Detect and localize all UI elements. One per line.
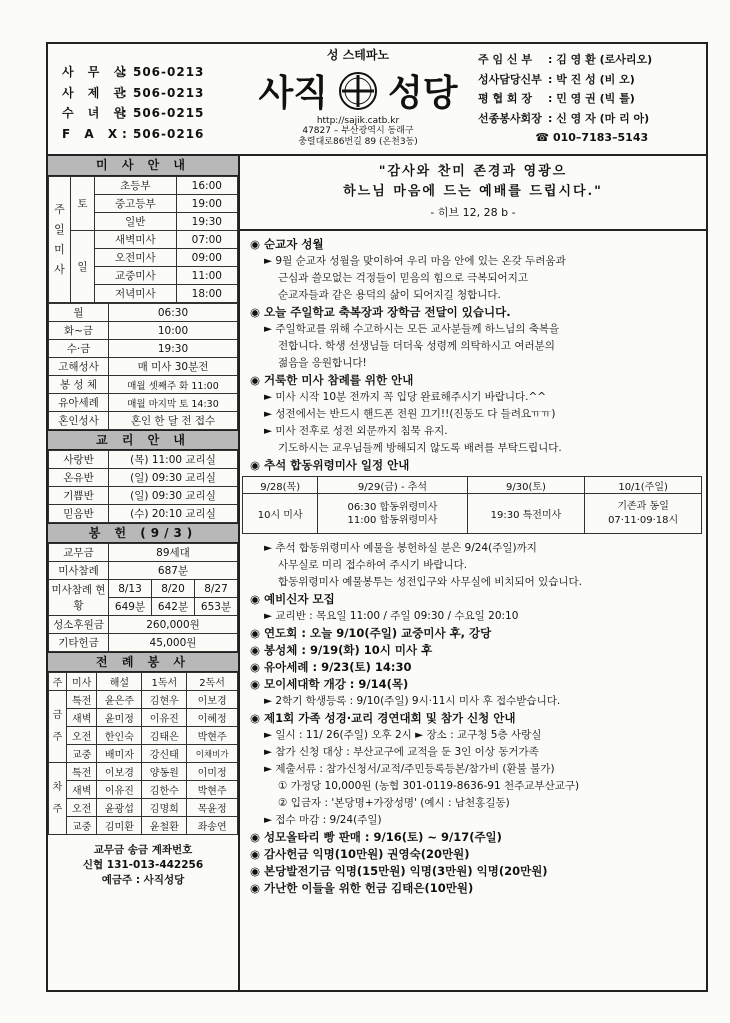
weekday-label: 고해성사: [49, 358, 109, 376]
service-mass: 새벽: [67, 781, 97, 799]
class-time: (일) 09:30 교리실: [109, 469, 238, 487]
staff-list: [478, 50, 652, 148]
weekday-value: 매 미사 30분전: [109, 358, 238, 376]
offering-label: 성소후원금: [49, 616, 109, 634]
notice-thanks-offering: ◉ 감사헌금 익명(10만원) 권영숙(20만원): [250, 847, 470, 861]
contact-fax: F A X: 506-0216: [62, 126, 205, 141]
mass-name: 초등부: [95, 177, 177, 195]
schedule-item: 06:30 합동위령미사 11:00 합동위령미사: [318, 494, 467, 534]
offering-value: 89세대: [109, 544, 238, 562]
account-info: 교무금 송금 계좌번호 신협 131-013-442256 예금주 : 사직성당: [82, 844, 204, 886]
notice-bread-sale: ◉ 성모올타리 빵 판매 : 9/16(토) ~ 9/17(주일): [250, 830, 502, 844]
service-mass: 특전: [67, 763, 97, 781]
service-name: 강신태: [142, 745, 187, 763]
weekday-value: 매월 셋째주 화 11:00: [109, 376, 238, 394]
service-name: 좌송연: [187, 817, 238, 835]
schedule-date: 9/30(토): [467, 477, 585, 494]
service-mass: 교중: [67, 745, 97, 763]
service-head: 주: [49, 673, 67, 691]
contact-rectory: 사 제 관: 506-0213: [62, 85, 205, 100]
schedule-item: 10시 미사: [243, 494, 318, 534]
weekday-value: 19:30: [109, 340, 238, 358]
weekday-value: 10:00: [109, 322, 238, 340]
notice-baptism: ◉ 유아세례 : 9/23(토) 14:30: [250, 660, 412, 674]
weekday-label: 봉 성 체: [49, 376, 109, 394]
service-name: 이보경: [97, 763, 142, 781]
mass-time: 19:00: [176, 195, 237, 213]
cross-emblem-icon: [338, 71, 378, 111]
service-name: 김태은: [142, 727, 187, 745]
schedule-date: 10/1(주일): [585, 477, 702, 494]
weekday-label: 화~금: [49, 322, 109, 340]
staff-council: 평 협 회 장 : 민 영 권 (빅 틀): [478, 92, 635, 105]
title-block: [208, 44, 508, 148]
notice-chuseok-offering: ► 추석 합동위령미사 예물을 봉헌하실 분은 9/24(주일)까지 사무실로 미리 접수하여 주시기 바랍니다. 합동위령미사 예물봉투는 성전입구와 사무실에 비치되어 있습니다.: [264, 542, 583, 588]
class-time: (목) 11:00 교리실: [109, 451, 238, 469]
doctrine-table: [48, 450, 238, 523]
attendance-label: 미사참례 현황: [49, 580, 109, 616]
verse-reference: - 히브 12, 28 b -: [430, 206, 516, 219]
notice-holy-mass: ◉ 거룩한 미사 참례를 위한 안내 ► 미사 시작 10분 전까지 꼭 입당 완료해주시기 바랍니다.^^ ► 성전에서는 반드시 핸드폰 전원 끄기!!(진동도 다 들려요ㅠㅠ) ► 미사 전후로 성전 외문까지 침묵 유지. 기도하시는 교우님들께 방해되지 않도록 배려를 부탁드립니다.: [250, 373, 562, 454]
class-name: 사랑반: [49, 451, 109, 469]
schedule-item: 기존과 동일 07·11·09·18시: [585, 494, 702, 534]
service-name: 김현우: [142, 691, 187, 709]
address-line1: 47827 – 부산광역시 동래구: [302, 126, 414, 136]
offering-label: 기타헌금: [49, 634, 109, 652]
class-time: (일) 09:30 교리실: [109, 487, 238, 505]
website-link[interactable]: http://sajik.catb.kr: [316, 116, 400, 126]
header: [48, 44, 706, 156]
class-time: (수) 20:10 교리실: [109, 505, 238, 523]
staff-volunteer: 선종봉사회장 : 신 영 자 (마 리 아): [478, 111, 650, 125]
notice-catechumen: ◉ 예비신자 모집 ► 교리반 : 목요일 11:00 / 주일 09:30 / 수요일 20:10: [250, 592, 519, 622]
notice-building-fund: ◉ 본당발전기금 익명(15만원) 익명(3만원) 익명(20만원): [250, 864, 548, 878]
notice-communion: ◉ 봉성체 : 9/19(화) 10시 미사 후: [250, 643, 433, 657]
service-mass: 교중: [67, 817, 97, 835]
service-name: 한인숙: [97, 727, 142, 745]
mass-time: 19:30: [176, 213, 237, 231]
saturday-label: 토: [71, 177, 95, 231]
offering-value: 260,000원: [109, 616, 238, 634]
weekday-label: 월: [49, 304, 109, 322]
class-name: 온유반: [49, 469, 109, 487]
offering-label: 교무금: [49, 544, 109, 562]
right-column: [240, 156, 706, 897]
service-name: 이유진: [97, 781, 142, 799]
service-name: 윤은주: [97, 691, 142, 709]
contact-office: 사 무 실: 506-0213: [62, 65, 205, 79]
offering-value: 45,000원: [109, 634, 238, 652]
contact-list: [62, 62, 204, 144]
mass-time: 09:00: [176, 249, 237, 267]
service-name: 이보경: [187, 691, 238, 709]
bulletin-frame: [46, 42, 708, 992]
attendance-date: 8/27: [195, 580, 238, 598]
next-week-label: 차주: [49, 763, 67, 835]
service-name: 이미정: [187, 763, 238, 781]
bible-verse: "감사와 찬미 존경과 영광으 하느님 마음에 드는 예배를 드립시다." - 히브 12, 28 b -: [240, 156, 706, 231]
class-name: 믿음반: [49, 505, 109, 523]
schedule-date: 9/28(목): [243, 477, 318, 494]
weekday-mass-table: [48, 303, 238, 430]
sunday-label: 일: [71, 231, 95, 303]
service-name: 김미환: [97, 817, 142, 835]
service-name: 윤미정: [97, 709, 142, 727]
service-name: 윤철환: [142, 817, 187, 835]
service-name: 목윤정: [187, 799, 238, 817]
service-head: 1독서: [142, 673, 187, 691]
this-week-label: 금주: [49, 691, 67, 763]
mass-table: [48, 176, 238, 303]
service-head: 미사: [67, 673, 97, 691]
liturgy-service-title: 전 례 봉 사: [48, 652, 238, 672]
service-name: 이채비가: [187, 745, 238, 763]
attendance-count: 653분: [195, 598, 238, 616]
schedule-item: 19:30 특전미사: [467, 494, 585, 534]
left-column: [48, 156, 238, 888]
schedule-date: 9/29(금) - 추석: [318, 477, 467, 494]
service-name: 배미자: [97, 745, 142, 763]
mass-time: 11:00: [176, 267, 237, 285]
notice-university: ◉ 모이세대학 개강 : 9/14(목) ► 2학기 학생등록 : 9/10(주일) 9시·11시 미사 후 접수받습니다.: [250, 677, 561, 707]
attendance-count: 642분: [152, 598, 195, 616]
offering-table: [48, 543, 238, 652]
service-name: 김한수: [142, 781, 187, 799]
service-mass: 새벽: [67, 709, 97, 727]
notice-poor-offering: ◉ 가난한 이들을 위한 헌금 김태은(10만원): [250, 881, 474, 895]
mass-time: 16:00: [176, 177, 237, 195]
notice-contest: ◉ 제1회 가족 성경·교리 경연대회 및 참가 신청 안내 ► 일시 : 11/ 26(주일) 오후 2시 ► 장소 : 교구청 5층 사랑실 ► 참가 신청 대상 : 부산교구에 교적을 둔 3인 이상 동거가족 ► 제출서류 : 참가신청서/교적/주민등록등본/참가비 (환불 불가) ① 가정당 10,000원 (농협 301-0119-8636-91 천주교부산교구) ② 입금자 : '본당명+가장성명' (예시 : 남천홍길동) ► 접수 마감 : 9/24(주일): [250, 711, 580, 826]
class-name: 기쁨반: [49, 487, 109, 505]
mass-time: 07:00: [176, 231, 237, 249]
mass-name: 중고등부: [95, 195, 177, 213]
service-name: 박현주: [187, 781, 238, 799]
service-mass: 오전: [67, 727, 97, 745]
service-mass: 특전: [67, 691, 97, 709]
mass-name: 저녁미사: [95, 285, 177, 303]
doctrine-guide-title: 교 리 안 내: [48, 430, 238, 450]
church-subtitle: 성 스테파노: [326, 48, 390, 62]
service-head: 2독서: [187, 673, 238, 691]
weekday-label: 수·금: [49, 340, 109, 358]
offering-label: 미사참례: [49, 562, 109, 580]
service-head: 해설: [97, 673, 142, 691]
service-name: 박현주: [187, 727, 238, 745]
notice-chuseok: ◉ 추석 합동위령미사 일정 안내: [250, 458, 410, 472]
liturgy-service-table: [48, 672, 238, 835]
address-line2: 충렬대로86번길 89 (온천3동): [298, 137, 418, 147]
attendance-date: 8/20: [152, 580, 195, 598]
weekday-value: 매월 마지막 토 14:30: [109, 394, 238, 412]
weekday-label: 혼인성사: [49, 412, 109, 430]
notice-ordo: ◉ 연도회 : 오늘 9/10(주일) 교중미사 후, 강당: [250, 626, 492, 640]
contact-convent: 수 녀 원: 506-0215: [62, 106, 205, 120]
staff-priest: 성사담당신부 : 박 진 성 (비 오): [478, 72, 635, 86]
chuseok-schedule-table: [242, 476, 702, 534]
offering-value: 687분: [109, 562, 238, 580]
service-name: 윤광섭: [97, 799, 142, 817]
service-name: 이유진: [142, 709, 187, 727]
mass-name: 새벽미사: [95, 231, 177, 249]
weekday-value: 06:30: [109, 304, 238, 322]
mass-name: 교중미사: [95, 267, 177, 285]
mass-time: 18:00: [176, 285, 237, 303]
service-name: 양동원: [142, 763, 187, 781]
mass-name: 일반: [95, 213, 177, 231]
mass-guide-title: 미 사 안 내: [48, 156, 238, 176]
weekday-value: 혼인 한 달 전 접수: [109, 412, 238, 430]
attendance-date: 8/13: [109, 580, 152, 598]
weekday-label: 유아세례: [49, 394, 109, 412]
service-name: 이혜정: [187, 709, 238, 727]
service-name: 김명희: [142, 799, 187, 817]
phone-number: ☎ 010–7183–5143: [535, 131, 649, 144]
offering-title: 봉 헌 (9/3): [48, 523, 238, 543]
notice-school: ◉ 오늘 주일학교 축복장과 장학금 전달이 있습니다. ► 주일학교를 위해 수고하시는 모든 교사분들께 하느님의 축복을 전합니다. 학생 선생님들 더더욱 성령께 의탁하시고 여러분의 젊음을 응원합니다!: [250, 305, 560, 369]
notice-martyr: ◉ 순교자 성월 ► 9월 순교자 성월을 맞이하여 우리 마음 안에 있는 온갖 두려움과 근심과 쓸모없는 걱정들이 믿음의 힘으로 극복되어지고 순교자들과 같은 용덕의 삶이 되어지길 청합니다.: [250, 237, 566, 301]
mass-name: 오전미사: [95, 249, 177, 267]
staff-pastor: 주 임 신 부 : 김 영 환 (로사리오): [478, 53, 653, 66]
church-title: 사직 성당: [208, 65, 508, 116]
attendance-count: 649분: [109, 598, 152, 616]
service-mass: 오전: [67, 799, 97, 817]
sunday-mass-label: 주일미사: [49, 177, 71, 303]
